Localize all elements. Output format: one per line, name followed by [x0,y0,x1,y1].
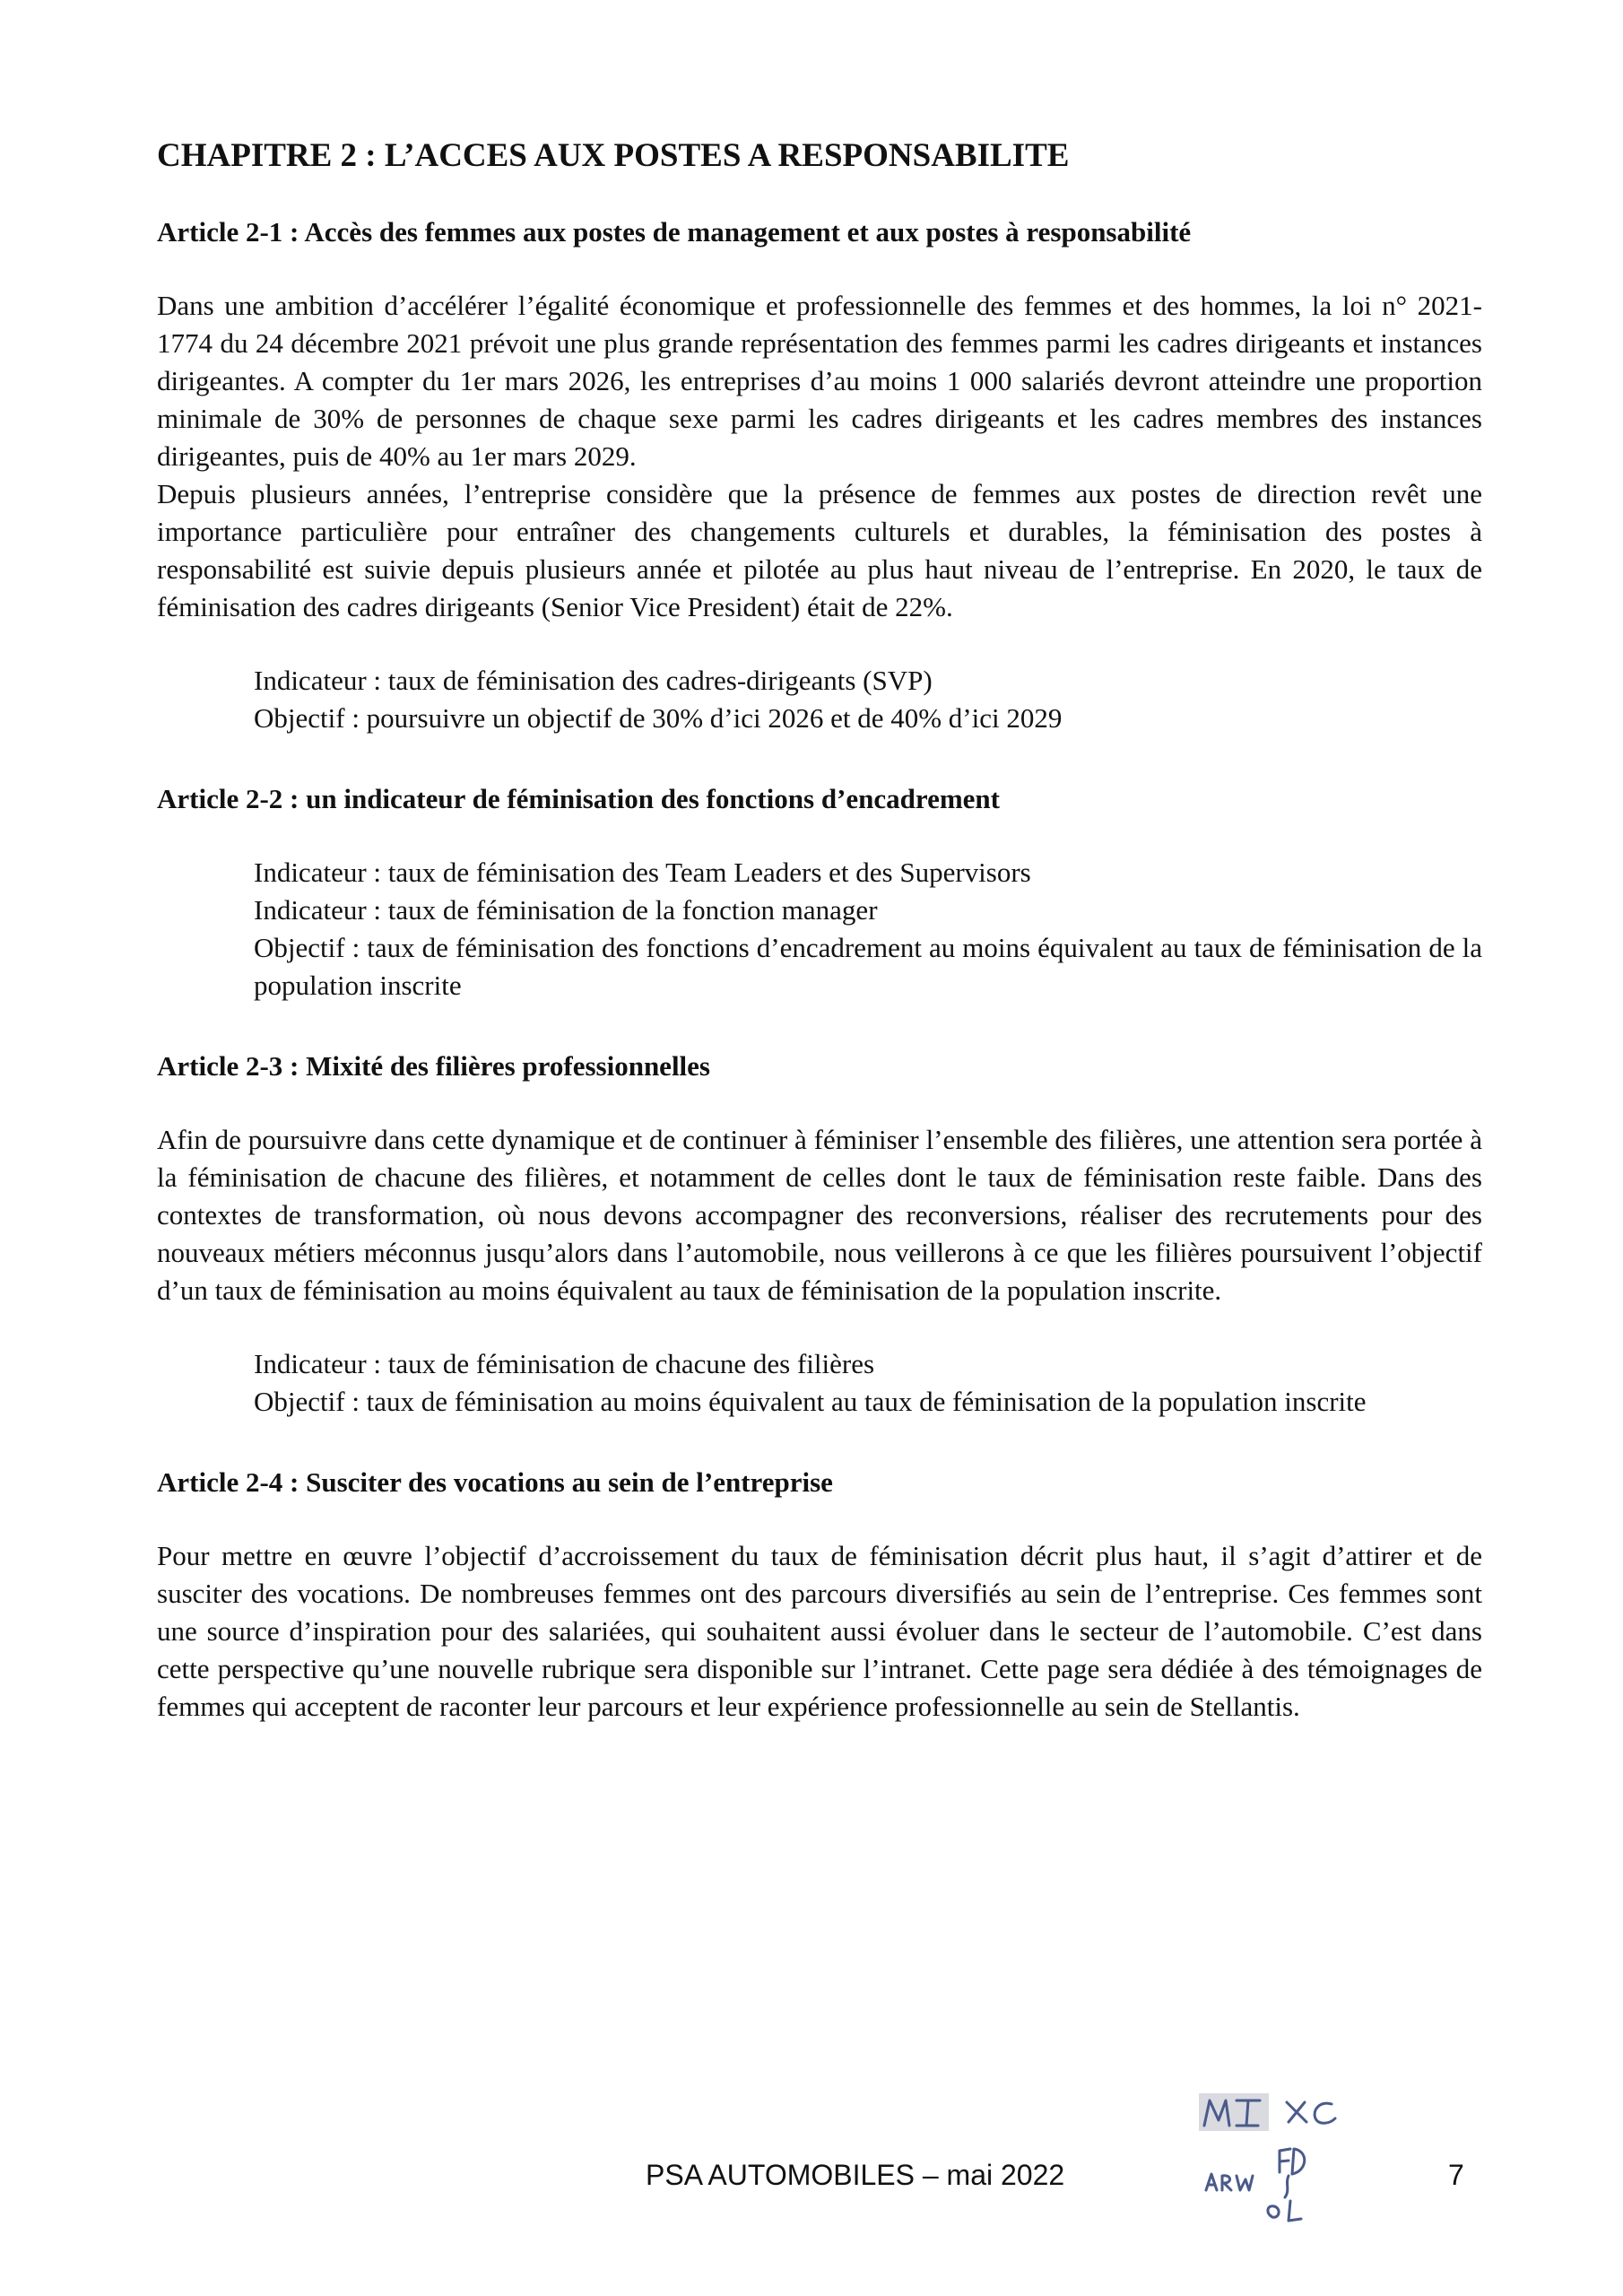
chapter-title: CHAPITRE 2 : L’ACCES AUX POSTES A RESPONSABILITE [157,137,1070,174]
article-2-4-title: Article 2-4 : Susciter des vocations au sein de l’entreprise [157,1466,833,1498]
article-2-2-title: Article 2-2 : un indicateur de féminisation des fonctions d’encadrement [157,783,1000,814]
article-2-1-title: Article 2-1 : Accès des femmes aux postes de management et aux postes à responsabilité [157,216,1192,248]
article-2-1-objective: Objectif : poursuivre un objectif de 30% d’ici 2026 et de 40% d’ici 2029 [254,702,1063,734]
article-2-3-indicator: Indicateur : taux de féminisation de chacune des filières [254,1348,875,1379]
article-2-3-objective: Objectif : taux de féminisation au moins équivalent au taux de féminisation de la population inscrite [254,1386,1367,1417]
article-2-2-indicator-2: Indicateur : taux de féminisation de la fonction manager [254,894,878,926]
article-2-4-paragraph: Pour mettre en œuvre l’objectif d’accroissement du taux de féminisation décrit plus haut, il s’agit d’attirer et de susciter des vocations. De nombreuses femmes ont des parcours diversifiés au sein de l’entreprise. Ces femmes sont une source d’inspiration pour des salariées, qui souhaitent aussi évoluer dans le secteur de l’automobile. C’est dans cette perspective qu’une nouvelle rubrique sera disponible sur l’intranet. Cette page sera dédiée à des témoignages de femmes qui acceptent de raconter leur parcours et leur expérience professionnelle au sein de Stellantis. [157,1540,1482,1722]
article-2-4 [157,1464,1482,1726]
article-2-1 [157,213,1482,737]
article-2-3 [157,1048,1482,1421]
article-2-3-indicators [254,1345,1482,1421]
article-2-1-paragraph-2: Depuis plusieurs années, l’entreprise considère que la présence de femmes aux postes de direction revêt une importance particulière pour entraîner des changements culturels et durables, la féminisation des postes à responsabilité est suivie depuis plusieurs année et pilotée au plus haut niveau de l’entreprise. En 2020, le taux de féminisation des cadres dirigeants (Senior Vice President) était de 22%. [157,478,1482,622]
article-2-1-indicator: Indicateur : taux de féminisation des cadres-dirigeants (SVP) [254,665,933,696]
article-2-3-paragraph: Afin de poursuivre dans cette dynamique et de continuer à féminiser l’ensemble des filières, une attention sera portée à la féminisation de chacune des filières, et notamment de celles dont le taux de féminisation reste faible. Dans des contextes de transformation, où nous devons accompagner des reconversions, réaliser des recrutements pour des nouveaux métiers méconnus jusqu’alors dans l’automobile, nous veillerons à ce que les filières poursuivent l’objectif d’un taux de féminisation au moins équivalent au taux de féminisation de la population inscrite. [157,1124,1482,1306]
handwritten-initials-signature [1197,2090,1376,2242]
article-2-1-paragraph-1: Dans une ambition d’accélérer l’égalité économique et professionnelle des femmes et des hommes, la loi n° 2021-1774 du 24 décembre 2021 prévoit une plus grande représentation des femmes parmi les cadres dirigeants et instances dirigeantes. A compter du 1er mars 2026, les entreprises d’au moins 1 000 salariés devront atteindre une proportion minimale de 30% de personnes de chaque sexe parmi les cadres dirigeants et les cadres membres des instances dirigeantes, puis de 40% au 1er mars 2029. [157,290,1482,472]
page-number: 7 [1448,2159,1464,2191]
article-2-2-indicators [254,854,1482,1004]
footer-company-date: PSA AUTOMOBILES – mai 2022 [646,2159,1065,2191]
article-2-1-indicators [254,662,1482,737]
article-2-2 [157,780,1482,1004]
article-2-3-title: Article 2-3 : Mixité des filières professionnelles [157,1050,710,1082]
page-content [157,135,1482,1726]
article-2-2-objective: Objectif : taux de féminisation des fonctions d’encadrement au moins équivalent au taux de féminisation de la population inscrite [254,932,1482,1001]
article-2-2-indicator-1: Indicateur : taux de féminisation des Team Leaders et des Supervisors [254,857,1031,888]
